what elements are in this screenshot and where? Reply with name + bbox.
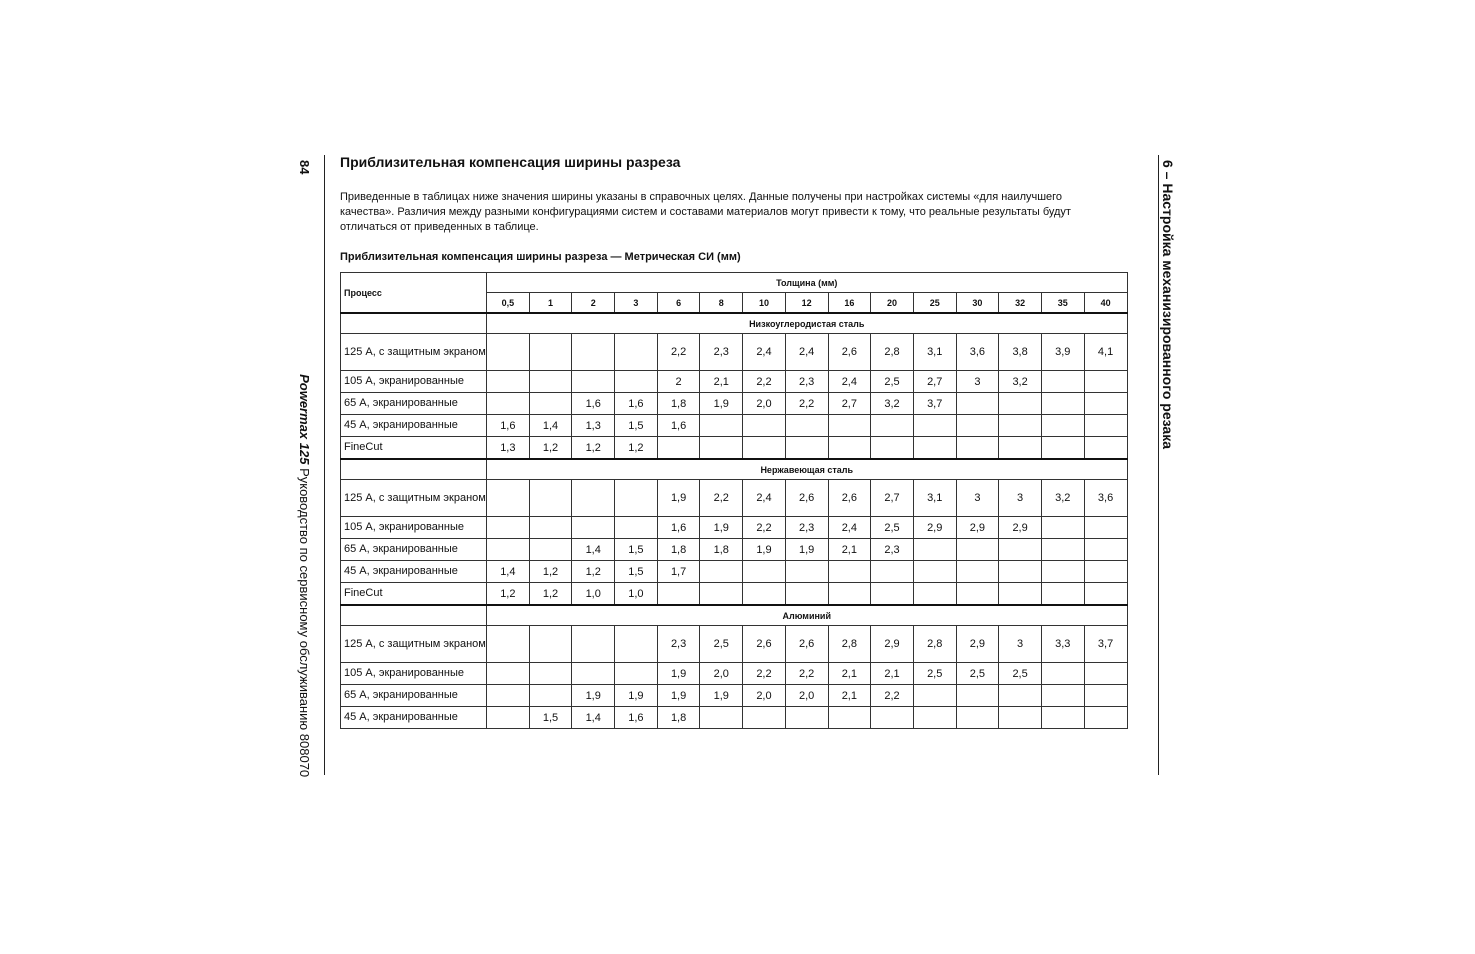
value-cell (487, 480, 530, 517)
value-cell (999, 707, 1042, 729)
value-cell: 2,5 (956, 663, 999, 685)
value-cell: 3,1 (913, 334, 956, 371)
value-cell (1041, 561, 1084, 583)
value-cell: 1,8 (700, 539, 743, 561)
value-cell: 2,3 (785, 371, 828, 393)
value-cell (743, 415, 786, 437)
value-cell (657, 437, 700, 460)
value-cell (828, 583, 871, 606)
value-cell: 2,6 (828, 334, 871, 371)
value-cell (487, 334, 530, 371)
value-cell: 2,9 (913, 517, 956, 539)
value-cell (615, 626, 658, 663)
value-cell: 1,5 (615, 415, 658, 437)
value-cell: 1,5 (529, 707, 572, 729)
value-cell (871, 583, 914, 606)
value-cell: 1,8 (657, 707, 700, 729)
value-cell: 1,4 (572, 539, 615, 561)
value-cell: 1,3 (487, 437, 530, 460)
value-cell (487, 707, 530, 729)
value-cell (615, 371, 658, 393)
table-row (341, 561, 1128, 583)
value-cell: 2,4 (828, 371, 871, 393)
value-cell (487, 663, 530, 685)
thickness-col-header: 16 (828, 293, 871, 314)
value-cell: 2,5 (871, 371, 914, 393)
value-cell: 3,6 (956, 334, 999, 371)
value-cell (913, 583, 956, 606)
thickness-header: Толщина (мм) (487, 273, 1128, 293)
page-number: 84 (297, 160, 312, 175)
value-cell: 2,3 (785, 517, 828, 539)
section-blank-cell (341, 313, 487, 334)
value-cell: 2,9 (999, 517, 1042, 539)
value-cell: 3 (999, 626, 1042, 663)
value-cell: 1,9 (572, 685, 615, 707)
value-cell: 2,2 (700, 480, 743, 517)
value-cell: 2,8 (871, 334, 914, 371)
table-row (341, 707, 1128, 729)
thickness-col-header: 10 (743, 293, 786, 314)
value-cell: 2,7 (828, 393, 871, 415)
value-cell: 2,2 (871, 685, 914, 707)
value-cell (1084, 371, 1127, 393)
value-cell: 3,7 (1084, 626, 1127, 663)
value-cell: 2,1 (828, 663, 871, 685)
footer-brand: Powermax 125 (297, 374, 312, 465)
value-cell: 1,9 (615, 685, 658, 707)
value-cell (700, 415, 743, 437)
value-cell (529, 371, 572, 393)
thickness-col-header: 3 (615, 293, 658, 314)
value-cell (743, 707, 786, 729)
value-cell (743, 561, 786, 583)
value-cell: 2,3 (871, 539, 914, 561)
process-name: FineCut (341, 583, 487, 606)
value-cell: 2,2 (657, 334, 700, 371)
table-row (341, 626, 1128, 663)
value-cell: 1,6 (657, 517, 700, 539)
value-cell: 4,1 (1084, 334, 1127, 371)
value-cell (913, 707, 956, 729)
process-name: 105 А, экранированные (341, 371, 487, 393)
value-cell: 2,6 (828, 480, 871, 517)
value-cell (871, 561, 914, 583)
value-cell: 1,9 (657, 685, 700, 707)
value-cell: 3,9 (1041, 334, 1084, 371)
value-cell: 1,5 (615, 561, 658, 583)
value-cell: 1,9 (743, 539, 786, 561)
value-cell: 1,9 (700, 393, 743, 415)
thickness-col-header: 2 (572, 293, 615, 314)
process-header: Процесс (341, 273, 487, 314)
section-row (341, 313, 1128, 334)
value-cell (785, 707, 828, 729)
value-cell: 1,6 (657, 415, 700, 437)
value-cell (913, 561, 956, 583)
thickness-col-header: 1 (529, 293, 572, 314)
section-blank-cell (341, 459, 487, 480)
value-cell (487, 626, 530, 663)
intro-paragraph: Приведенные в таблицах ниже значения ширины указаны в справочных целях. Данные получены при настройках системы «для наилучшего качества». Различия между разными конфигурациями систем и составами материалов могут привести к тому, что реальные результаты будут отличаться от приведенных в таблице. (340, 191, 1071, 233)
value-cell: 1,8 (657, 539, 700, 561)
kerf-table (340, 272, 1128, 729)
value-cell (572, 371, 615, 393)
value-cell: 1,9 (657, 663, 700, 685)
value-cell: 1,9 (657, 480, 700, 517)
value-cell (999, 415, 1042, 437)
value-cell: 2,2 (743, 371, 786, 393)
process-name: 45 А, экранированные (341, 561, 487, 583)
value-cell: 2,6 (743, 626, 786, 663)
value-cell (1084, 437, 1127, 460)
value-cell: 1,6 (487, 415, 530, 437)
table-row (341, 334, 1128, 371)
value-cell (615, 334, 658, 371)
value-cell: 1,0 (615, 583, 658, 606)
value-cell: 2,4 (828, 517, 871, 539)
value-cell: 2,5 (999, 663, 1042, 685)
thickness-col-header: 32 (999, 293, 1042, 314)
process-name: 105 А, экранированные (341, 517, 487, 539)
value-cell (1041, 517, 1084, 539)
page-title: Приблизительная компенсация ширины разреза (340, 154, 681, 170)
thickness-col-header: 8 (700, 293, 743, 314)
value-cell: 1,0 (572, 583, 615, 606)
section-row (341, 605, 1128, 626)
value-cell (956, 539, 999, 561)
value-cell: 1,2 (529, 583, 572, 606)
value-cell (529, 663, 572, 685)
value-cell: 2,3 (700, 334, 743, 371)
value-cell: 2,9 (956, 626, 999, 663)
value-cell (529, 685, 572, 707)
section-row (341, 459, 1128, 480)
value-cell: 1,4 (572, 707, 615, 729)
value-cell (1041, 371, 1084, 393)
section-blank-cell (341, 605, 487, 626)
value-cell (913, 685, 956, 707)
value-cell (529, 626, 572, 663)
value-cell (1084, 707, 1127, 729)
value-cell: 2,5 (913, 663, 956, 685)
thickness-col-header: 30 (956, 293, 999, 314)
value-cell: 3,8 (999, 334, 1042, 371)
thickness-col-header: 20 (871, 293, 914, 314)
value-cell (700, 707, 743, 729)
value-cell: 3,2 (871, 393, 914, 415)
thickness-col-header: 25 (913, 293, 956, 314)
value-cell (785, 415, 828, 437)
process-name: 65 А, экранированные (341, 393, 487, 415)
value-cell (1041, 539, 1084, 561)
value-cell: 3,7 (913, 393, 956, 415)
value-cell: 1,8 (657, 393, 700, 415)
value-cell (529, 539, 572, 561)
value-cell: 2,0 (743, 685, 786, 707)
value-cell: 1,2 (487, 583, 530, 606)
table-row (341, 415, 1128, 437)
value-cell (999, 561, 1042, 583)
value-cell (700, 437, 743, 460)
value-cell: 3,2 (1041, 480, 1084, 517)
value-cell: 2,2 (785, 663, 828, 685)
value-cell: 2,9 (956, 517, 999, 539)
value-cell (487, 393, 530, 415)
value-cell: 1,2 (572, 437, 615, 460)
value-cell (956, 685, 999, 707)
table-row (341, 663, 1128, 685)
thickness-col-header: 0,5 (487, 293, 530, 314)
thickness-col-header: 6 (657, 293, 700, 314)
value-cell (1041, 663, 1084, 685)
value-cell (572, 334, 615, 371)
value-cell: 1,9 (700, 685, 743, 707)
value-cell: 2,5 (700, 626, 743, 663)
value-cell (828, 707, 871, 729)
value-cell (487, 685, 530, 707)
value-cell: 3 (956, 480, 999, 517)
value-cell (615, 517, 658, 539)
process-name: 45 А, экранированные (341, 707, 487, 729)
value-cell: 2,1 (828, 685, 871, 707)
value-cell: 2,2 (785, 393, 828, 415)
value-cell: 2 (657, 371, 700, 393)
table-row (341, 539, 1128, 561)
value-cell: 3 (999, 480, 1042, 517)
value-cell: 2,0 (743, 393, 786, 415)
value-cell (999, 393, 1042, 415)
value-cell: 2,8 (913, 626, 956, 663)
value-cell: 3,2 (999, 371, 1042, 393)
value-cell (529, 393, 572, 415)
value-cell: 3,6 (1084, 480, 1127, 517)
chapter-heading: 6 – Настройка механизированного резака (1160, 160, 1176, 449)
value-cell (529, 517, 572, 539)
value-cell (1084, 517, 1127, 539)
value-cell (1084, 393, 1127, 415)
value-cell (785, 583, 828, 606)
value-cell (828, 561, 871, 583)
value-cell: 2,6 (785, 626, 828, 663)
value-cell (956, 583, 999, 606)
footer-text: Руководство по сервисному обслуживанию 808070 (297, 468, 312, 778)
value-cell: 2,6 (785, 480, 828, 517)
left-footer (297, 160, 312, 777)
value-cell (572, 626, 615, 663)
value-cell (700, 561, 743, 583)
value-cell (871, 707, 914, 729)
value-cell: 3,1 (913, 480, 956, 517)
value-cell: 2,9 (871, 626, 914, 663)
table-row (341, 583, 1128, 606)
value-cell (1084, 415, 1127, 437)
value-cell (743, 583, 786, 606)
value-cell (1041, 583, 1084, 606)
process-name: 45 А, экранированные (341, 415, 487, 437)
value-cell: 2,0 (785, 685, 828, 707)
value-cell: 2,1 (828, 539, 871, 561)
value-cell (999, 437, 1042, 460)
process-name: 65 А, экранированные (341, 539, 487, 561)
value-cell (956, 415, 999, 437)
value-cell: 2,8 (828, 626, 871, 663)
value-cell: 2,7 (913, 371, 956, 393)
table-title: Приблизительная компенсация ширины разреза — Метрическая СИ (мм) (340, 251, 741, 263)
value-cell: 3 (956, 371, 999, 393)
value-cell: 1,2 (529, 437, 572, 460)
value-cell (956, 437, 999, 460)
value-cell (572, 663, 615, 685)
value-cell: 1,2 (529, 561, 572, 583)
value-cell: 2,0 (700, 663, 743, 685)
value-cell (913, 539, 956, 561)
value-cell: 1,3 (572, 415, 615, 437)
value-cell (615, 480, 658, 517)
process-name: 105 А, экранированные (341, 663, 487, 685)
value-cell (956, 561, 999, 583)
value-cell (956, 393, 999, 415)
table-row (341, 685, 1128, 707)
value-cell (572, 480, 615, 517)
value-cell (1084, 685, 1127, 707)
value-cell: 1,5 (615, 539, 658, 561)
value-cell: 2,4 (743, 480, 786, 517)
thickness-col-header: 40 (1084, 293, 1127, 314)
value-cell (999, 539, 1042, 561)
value-cell: 1,6 (615, 707, 658, 729)
process-name: 125 А, с защитным экраном (341, 334, 487, 371)
value-cell (999, 685, 1042, 707)
value-cell (1084, 663, 1127, 685)
value-cell (1041, 393, 1084, 415)
value-cell (828, 415, 871, 437)
value-cell (487, 371, 530, 393)
value-cell (615, 663, 658, 685)
process-name: FineCut (341, 437, 487, 460)
value-cell (529, 334, 572, 371)
value-cell: 2,7 (871, 480, 914, 517)
value-cell: 2,3 (657, 626, 700, 663)
table-row (341, 480, 1128, 517)
table-row (341, 517, 1128, 539)
value-cell (657, 583, 700, 606)
value-cell: 1,9 (785, 539, 828, 561)
value-cell (828, 437, 871, 460)
value-cell: 3,3 (1041, 626, 1084, 663)
value-cell: 1,6 (615, 393, 658, 415)
value-cell (785, 561, 828, 583)
value-cell (1084, 561, 1127, 583)
value-cell (572, 517, 615, 539)
process-name: 125 А, с защитным экраном (341, 480, 487, 517)
value-cell: 2,2 (743, 517, 786, 539)
value-cell (871, 415, 914, 437)
value-cell: 2,4 (743, 334, 786, 371)
value-cell: 1,2 (572, 561, 615, 583)
value-cell (529, 480, 572, 517)
process-name: 125 А, с защитным экраном (341, 626, 487, 663)
value-cell (913, 437, 956, 460)
value-cell: 2,1 (700, 371, 743, 393)
value-cell (487, 539, 530, 561)
value-cell (1041, 685, 1084, 707)
value-cell: 2,1 (871, 663, 914, 685)
value-cell (871, 437, 914, 460)
value-cell (1084, 539, 1127, 561)
value-cell (785, 437, 828, 460)
value-cell (956, 707, 999, 729)
value-cell: 2,2 (743, 663, 786, 685)
section-title: Алюминий (487, 605, 1128, 626)
value-cell (999, 583, 1042, 606)
value-cell: 1,9 (700, 517, 743, 539)
value-cell (1084, 583, 1127, 606)
value-cell: 1,4 (487, 561, 530, 583)
value-cell: 1,7 (657, 561, 700, 583)
left-margin-rule (324, 155, 325, 775)
value-cell (743, 437, 786, 460)
value-cell: 1,2 (615, 437, 658, 460)
table-row (341, 437, 1128, 460)
thickness-col-header: 35 (1041, 293, 1084, 314)
table-row (341, 371, 1128, 393)
value-cell (1041, 437, 1084, 460)
value-cell (700, 583, 743, 606)
value-cell: 1,6 (572, 393, 615, 415)
value-cell: 1,4 (529, 415, 572, 437)
section-title: Нержавеющая сталь (487, 459, 1128, 480)
value-cell: 2,4 (785, 334, 828, 371)
value-cell (1041, 415, 1084, 437)
value-cell: 2,5 (871, 517, 914, 539)
main-content (340, 154, 1130, 729)
value-cell (1041, 707, 1084, 729)
right-margin-rule (1158, 155, 1159, 775)
value-cell (487, 517, 530, 539)
value-cell (913, 415, 956, 437)
process-name: 65 А, экранированные (341, 685, 487, 707)
thickness-col-header: 12 (785, 293, 828, 314)
section-title: Низкоуглеродистая сталь (487, 313, 1128, 334)
table-row (341, 393, 1128, 415)
